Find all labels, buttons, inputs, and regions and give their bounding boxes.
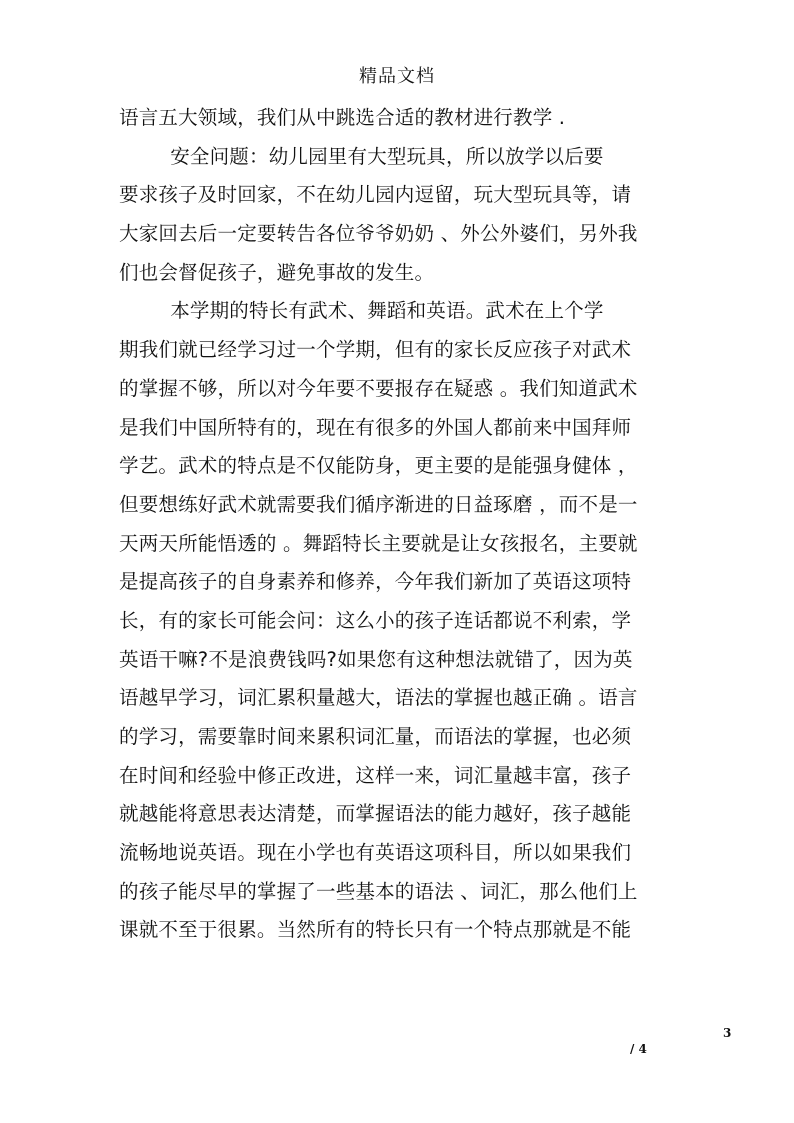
text-line: 就越能将意思表达清楚，而掌握语法的能力越好，孩子越能 (119, 802, 632, 826)
text-line: 但要想练好武术就需要我们循序渐进的日益琢磨 ，而不是一 (119, 492, 638, 516)
text-line: 课就不至于很累。当然所有的特长只有一个特点那就是不能 (119, 918, 632, 942)
text-line: 英语干嘛?不是浪费钱吗?如果您有这种想法就错了，因为英 (119, 647, 633, 671)
page-total: / 4 (630, 1042, 647, 1056)
text-line: 是提高孩子的自身素养和修养，今年我们新加了英语这项特 (119, 570, 632, 594)
text-line: 要求孩子及时回家，不在幼儿园内逗留，玩大型玩具等，请 (119, 183, 632, 207)
page-header-title: 精品文档 (359, 66, 435, 87)
text-line: 长，有的家长可能会问：这么小的孩子连话都说不利索，学 (119, 608, 632, 632)
text-line: 的学习，需要靠时间来累积词汇量，而语法的掌握，也必须 (119, 725, 632, 748)
text-line: 语言五大领域，我们从中跳选合适的教材进行教学 . (119, 106, 566, 129)
text-line: 安全问题：幼儿园里有大型玩具，所以放学以后要 (119, 144, 604, 168)
text-line: 的掌握不够，所以对今年要不要报存在疑惑 。我们知道武术 (119, 376, 638, 400)
text-line: 是我们中国所特有的，现在有很多的外国人都前来中国拜师 (119, 415, 632, 439)
text-line: 天两天所能悟透的 。舞蹈特长主要就是让女孩报名，主要就 (119, 531, 638, 555)
document-body (119, 99, 679, 950)
text-line: 大家回去后一定要转告各位爷爷奶奶 、外公外婆们，另外我 (119, 222, 638, 246)
text-line: 的孩子能尽早的掌握了一些基本的语法 、词汇，那么他们上 (119, 879, 638, 903)
text-line: 们也会督促孩子，避免事故的发生。 (119, 260, 435, 284)
page-number: 3 (723, 1026, 732, 1040)
text-line: 语越早学习，词汇累积量越大，语法的掌握也越正确 。语言 (119, 686, 638, 710)
text-line: 在时间和经验中修正改进，这样一来，词汇量越丰富，孩子 (119, 763, 632, 787)
text-line: 本学期的特长有武术、舞蹈和英语。武术在上个学 (119, 299, 604, 323)
text-line: 学艺。武术的特点是不仅能防身，更主要的是能强身健体 ， (119, 454, 638, 478)
text-line: 流畅地说英语。现在小学也有英语这项科目，所以如果我们 (119, 841, 632, 865)
text-line: 期我们就已经学习过一个学期，但有的家长反应孩子对武术 (119, 338, 632, 362)
